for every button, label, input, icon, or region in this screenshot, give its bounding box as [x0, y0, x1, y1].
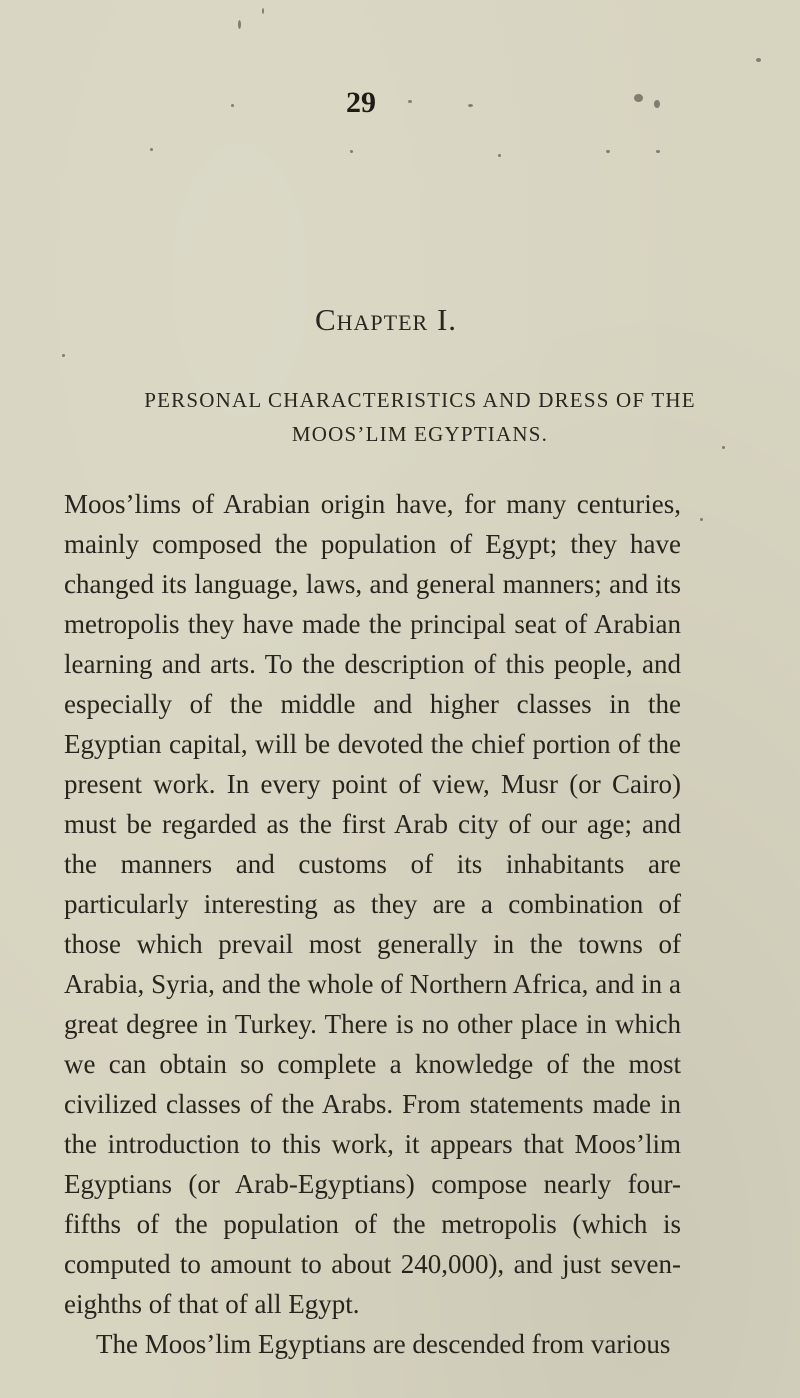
paper-speck [634, 94, 643, 102]
chapter-title: Chapter I. [314, 302, 458, 337]
paper-speck [654, 100, 660, 108]
paper-speck [150, 148, 153, 151]
section-title: PERSONAL CHARACTERISTICS AND DRESS OF THE MOOS’LIM EGYPTIANS. [144, 388, 696, 446]
page-number: 29 [346, 86, 376, 119]
paper-speck [700, 518, 703, 521]
paper-speck [262, 8, 264, 14]
paper-speck [238, 20, 241, 29]
paragraph: Moos’lims of Arabian origin have, for many centuries, mainly composed the population of Egypt; they have changed its language, laws, and general manners; and its metropolis they have made the principal seat of Arabian learning and arts. To the description of this people, and especially of the middle and higher classes in the Egyptian capital, will be devoted the chief portion of the present work. In every point of view, Musr (or Cairo) must be regarded as the first Arab city of our age; and the manners and customs of its inhabitants are particularly interesting as they are a combination of those which prevail most generally in the towns of Arabia, Syria, and the whole of Northern Africa, and in a great degree in Turkey. There is no other place in which we can obtain so complete a knowledge of the most civilized classes of the Arabs. From statements made in the introduction to this work, it appears that Moos’lim Egyptians (or Arab-Egyptians) compose nearly four-fifths of the population of the metropolis (which is computed to amount to about 240,000), and just seven-eighths of that of all Egypt. [64, 489, 681, 1319]
paper-speck [656, 150, 660, 153]
paper-speck [606, 150, 610, 153]
paper-speck [231, 104, 234, 107]
paper-speck [498, 154, 501, 157]
paper-speck [408, 100, 412, 103]
paragraph: The Moos’lim Egyptians are descended from various [96, 1329, 671, 1359]
paper-speck [468, 104, 473, 107]
paper-speck [350, 150, 353, 153]
paper-speck [62, 354, 65, 357]
paper-speck [756, 58, 761, 62]
body-text [64, 484, 681, 1364]
